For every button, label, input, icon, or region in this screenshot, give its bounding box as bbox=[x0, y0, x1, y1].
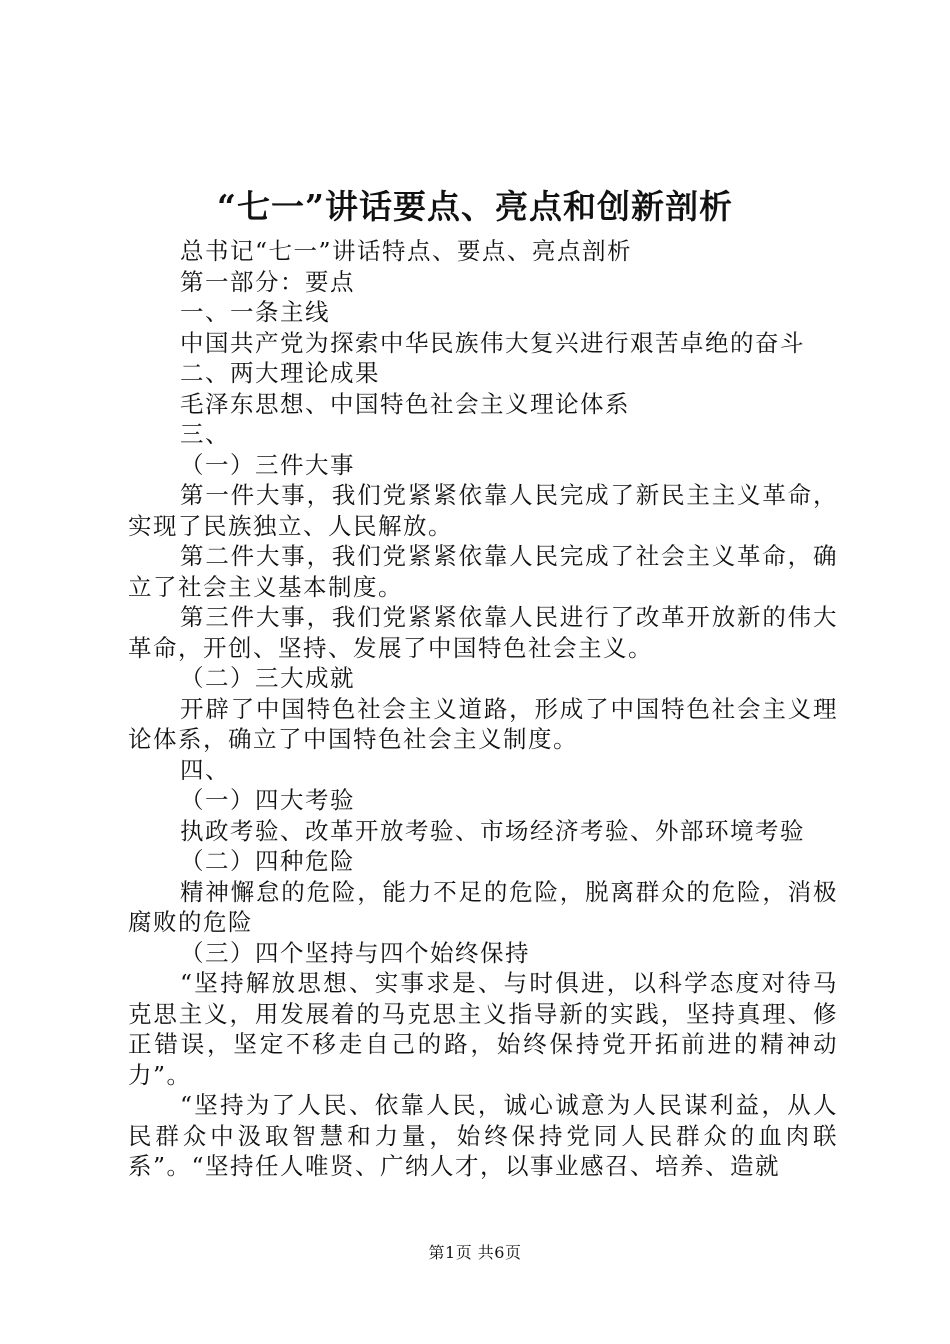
paragraph: 精神懈怠的危险，能力不足的危险，脱离群众的危险，消极腐败的危险 bbox=[128, 877, 838, 936]
paragraph: 四、 bbox=[180, 755, 230, 784]
paragraph: （一）三件大事 bbox=[180, 450, 355, 479]
paragraph: （二）四种危险 bbox=[180, 847, 355, 875]
paragraph: “坚持为了人民、依靠人民，诚心诚意为人民谋利益，从人民群众中汲取智慧和力量，始终保持党同人民群众的血肉联系”。“坚持任人唯贤、广纳人才，以事业感召、培养、造就 bbox=[128, 1091, 838, 1180]
paragraph: 第一部分：要点 bbox=[180, 267, 355, 296]
paragraph: 二、两大理论成果 bbox=[180, 359, 380, 387]
paragraph: （三）四个坚持与四个始终保持 bbox=[180, 938, 530, 967]
paragraph: 一、一条主线 bbox=[180, 298, 330, 326]
paragraph: 第三件大事，我们党紧紧依靠人民进行了改革开放新的伟大革命，开创、坚持、发展了中国特色社会主义。 bbox=[128, 603, 838, 662]
paragraph: （二）三大成就 bbox=[180, 664, 355, 692]
document-title: “七一”讲话要点、亮点和创新剖析 bbox=[217, 187, 733, 226]
paragraph: 毛泽东思想、中国特色社会主义理论体系 bbox=[180, 389, 630, 418]
document-body bbox=[128, 236, 838, 1182]
paragraph: 总书记“七一”讲话特点、要点、亮点剖析 bbox=[180, 237, 633, 265]
paragraph: 第二件大事，我们党紧紧依靠人民完成了社会主义革命，确立了社会主义基本制度。 bbox=[128, 542, 838, 601]
page-footer: 第1页 共6页 bbox=[428, 1243, 522, 1262]
paragraph: 开辟了中国特色社会主义道路，形成了中国特色社会主义理论体系，确立了中国特色社会主义制度。 bbox=[128, 694, 838, 753]
paragraph: （一）四大考验 bbox=[180, 786, 355, 814]
paragraph: 第一件大事，我们党紧紧依靠人民完成了新民主主义革命，实现了民族独立、人民解放。 bbox=[128, 481, 838, 540]
paragraph: 执政考验、改革开放考验、市场经济考验、外部环境考验 bbox=[180, 816, 805, 845]
paragraph: 三、 bbox=[180, 420, 230, 448]
paragraph: 中国共产党为探索中华民族伟大复兴进行艰苦卓绝的奋斗 bbox=[180, 328, 805, 357]
paragraph: “坚持解放思想、实事求是、与时俱进，以科学态度对待马克思主义，用发展着的马克思主义指导新的实践，坚持真理、修正错误，坚定不移走自己的路，始终保持党开拓前进的精神动力”。 bbox=[128, 969, 838, 1089]
